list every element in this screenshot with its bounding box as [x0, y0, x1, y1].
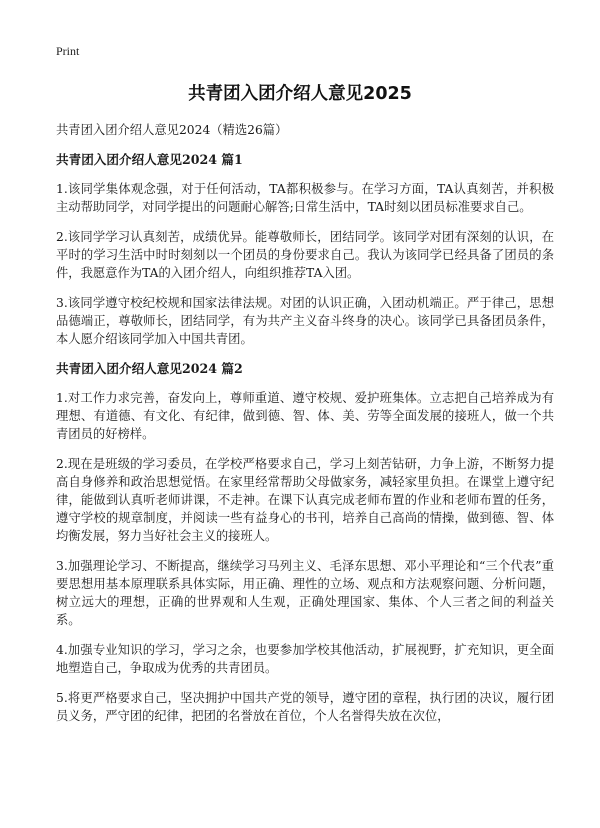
paragraph: 4.加强专业知识的学习，学习之余，也要参加学校其他活动，扩展视野，扩充知识，更全面地塑造自己，争取成为优秀的共青团员。 [56, 643, 554, 675]
print-link[interactable]: Print [56, 44, 80, 58]
paragraph: 5.将更严格要求自己，坚决拥护中国共产党的领导，遵守团的章程，执行团的决议，履行团员义务，严守团的纪律，把团的名誉放在首位，个人名誉得失放在次位， [56, 691, 554, 723]
paragraph: 1.该同学集体观念强，对于任何活动，TA都积极参与。在学习方面，TA认真刻苦，并积极主动帮助同学，对同学提出的问题耐心解答;日常生活中，TA时刻以团员标准要求自己。 [56, 182, 554, 214]
document-body [56, 121, 554, 737]
paragraph: 3.该同学遵守校纪校规和国家法律法规。对团的认识正确，入团动机端正。严于律己，思想品德端正，尊敬师长，团结同学，有为共产主义奋斗终身的决心。该同学已具备团员条件，本人愿介绍该同学加入中国共青团。 [56, 296, 554, 346]
paragraph: 2.该同学学习认真刻苦，成绩优异。能尊敬师长，团结同学。该同学对团有深刻的认识，在平时的学习生活中时时刻刻以一个团员的身份要求自己。我认为该同学已经具备了团员的条件，我愿意作为TA的入团介绍人，向组织推荐TA入团。 [56, 230, 554, 280]
document-subtitle: 共青团入团介绍人意见2024（精选26篇） [56, 123, 288, 137]
section-heading: 共青团入团介绍人意见2024 篇1 [56, 152, 243, 167]
paragraph: 3.加强理论学习、不断提高，继续学习马列主义、毛泽东思想、邓小平理论和“三个代表”重要思想用基本原理联系具体实际，用正确、理性的立场、观点和方法观察问题、分析问题，树立远大的理想，正确的世界观和人生观，正确处理国家、集体、个人三者之间的利益关系。 [56, 559, 554, 627]
section-1 [56, 151, 554, 348]
section-2 [56, 360, 554, 725]
paragraph: 1.对工作力求完善，奋发向上，尊师重道、遵守校规、爱护班集体。立志把自己培养成为有理想、有道德、有文化、有纪律，做到德、智、体、美、劳等全面发展的接班人，做一个共青团员的好榜样。 [56, 391, 554, 441]
section-heading: 共青团入团介绍人意见2024 篇2 [56, 361, 243, 376]
document-title: 共青团入团介绍人意见2025 [188, 84, 412, 104]
paragraph: 2.现在是班级的学习委员，在学校严格要求自己，学习上刻苦钻研，力争上游，不断努力提高自身修养和政治思想觉悟。在家里经常帮助父母做家务，减轻家里负担。在课堂上遵守纪律，能做到认真听老师讲课，不走神。在课下认真完成老师布置的作业和老师布置的任务，遵守学校的规章制度，并阅读一些有益身心的书刊，培养自己高尚的情操，做到德、智、体均衡发展，努力当好社会主义的接班人。 [56, 457, 554, 543]
